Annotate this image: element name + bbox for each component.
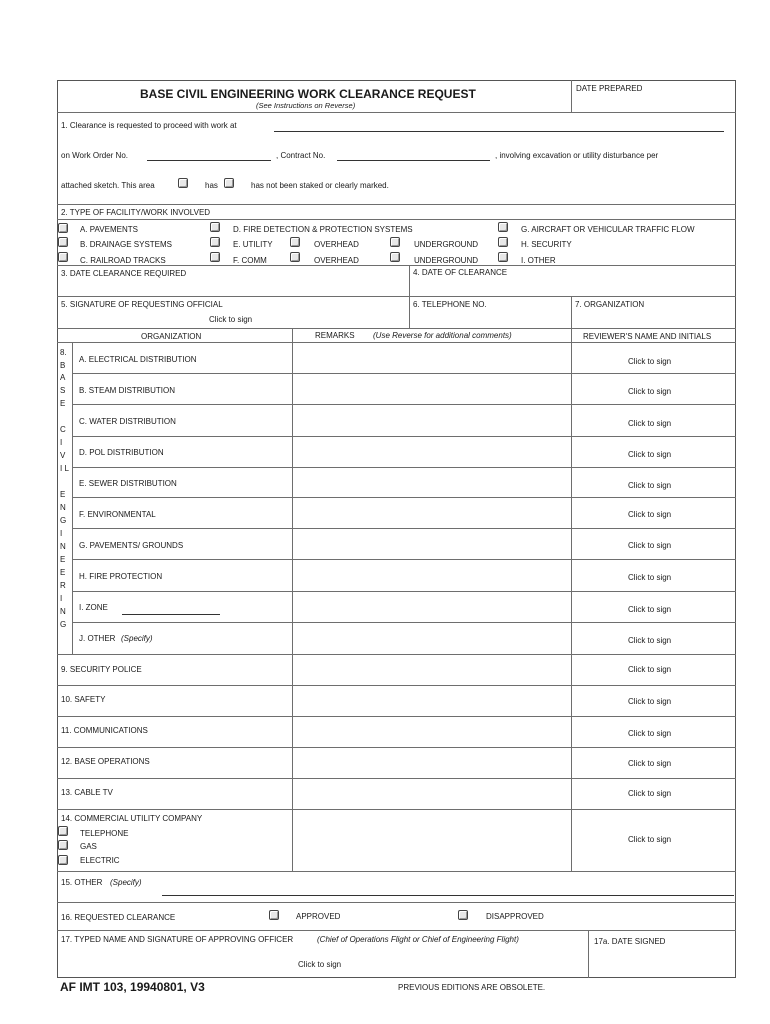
pavements-grounds-sign[interactable]: Click to sign	[628, 541, 672, 550]
row-rule	[72, 467, 736, 468]
row-rule	[72, 436, 736, 437]
security-checkbox[interactable]	[498, 237, 508, 247]
item2-label-rule	[57, 219, 736, 220]
base-operations-sign[interactable]: Click to sign	[628, 759, 672, 768]
cable-tv-label: 13. CABLE TV	[61, 788, 113, 797]
security-label: H. SECURITY	[521, 240, 572, 249]
approving-officer-sign[interactable]: Click to sign	[298, 960, 342, 969]
item16-bottom-rule	[57, 930, 736, 931]
item2-label: 2. TYPE OF FACILITY/WORK INVOLVED	[61, 208, 211, 217]
row-environmental-label: F. ENVIRONMENTAL	[79, 510, 156, 519]
item8-vert-char: E	[60, 568, 66, 577]
remarks-col-divider	[292, 328, 293, 655]
row-electrical-label: A. ELECTRICAL DISTRIBUTION	[79, 355, 197, 364]
area-staked-checkbox[interactable]	[178, 178, 188, 188]
item8-vert-char: E	[60, 399, 66, 408]
reviewer-col-divider-14	[571, 809, 572, 871]
approved-checkbox[interactable]	[269, 910, 279, 920]
other-facility-checkbox[interactable]	[498, 252, 508, 262]
utility-underground-checkbox[interactable]	[390, 237, 400, 247]
date-required-label: 3. DATE CLEARANCE REQUIRED	[61, 269, 187, 278]
aircraft-traffic-checkbox[interactable]	[498, 222, 508, 232]
steam-sign[interactable]: Click to sign	[628, 387, 672, 396]
item8-vert-char: I	[60, 594, 63, 603]
item8-vertical-divider	[72, 342, 73, 655]
work-order-field[interactable]	[147, 160, 271, 161]
utility-overhead-label: OVERHEAD	[314, 240, 359, 249]
work-order-label: on Work Order No.	[61, 151, 128, 160]
item5-bottom-rule	[57, 328, 736, 329]
table-head-remarks: REMARKS	[315, 331, 355, 340]
item8-vert-char: N	[60, 607, 66, 616]
security-police-sign[interactable]: Click to sign	[628, 665, 672, 674]
header-bottom-rule	[57, 112, 736, 113]
date-signed-label: 17a. DATE SIGNED	[594, 937, 666, 946]
other-label: 15. OTHER	[61, 878, 103, 887]
row-rule	[72, 559, 736, 560]
row-rule	[72, 404, 736, 405]
utility-underground-label: UNDERGROUND	[414, 240, 478, 249]
railroad-checkbox[interactable]	[58, 252, 68, 262]
comm-label: F. COMM	[233, 256, 267, 265]
row-rule	[72, 591, 736, 592]
row-zone-label: I. ZONE	[79, 603, 108, 612]
other-facility-label: I. OTHER	[521, 256, 556, 265]
reviewer-col-divider	[571, 328, 572, 655]
staked-text: has not been staked or clearly marked.	[251, 181, 389, 190]
other-org-sign[interactable]: Click to sign	[628, 636, 672, 645]
requested-clearance-label: 16. REQUESTED CLEARANCE	[61, 913, 176, 922]
work-location-field[interactable]	[274, 131, 724, 132]
telephone-option: TELEPHONE	[80, 829, 129, 838]
header-divider	[571, 80, 572, 112]
row-steam-label: B. STEAM DISTRIBUTION	[79, 386, 176, 395]
item6-divider	[571, 296, 572, 328]
water-sign[interactable]: Click to sign	[628, 419, 672, 428]
disapproved-label: DISAPPROVED	[486, 912, 544, 921]
drainage-checkbox[interactable]	[58, 237, 68, 247]
communications-sign[interactable]: Click to sign	[628, 729, 672, 738]
fire-detection-checkbox[interactable]	[210, 222, 220, 232]
item3-bottom-rule	[57, 296, 736, 297]
row-water-label: C. WATER DISTRIBUTION	[79, 417, 176, 426]
item8-vert-char: G	[60, 516, 67, 525]
requesting-official-sign[interactable]: Click to sign	[209, 315, 253, 324]
date-prepared-label: DATE PREPARED	[576, 84, 643, 93]
item8-vert-char: E	[60, 555, 66, 564]
item3-divider	[409, 265, 410, 296]
item8-vert-char: 8.	[60, 348, 67, 357]
pavements-checkbox[interactable]	[58, 223, 68, 233]
item8-vert-char: I L	[60, 464, 69, 473]
item8-vert-char: C	[60, 425, 66, 434]
row-rule	[57, 809, 736, 810]
comm-overhead-checkbox[interactable]	[290, 252, 300, 262]
zone-field[interactable]	[122, 614, 220, 615]
row-rule	[57, 747, 736, 748]
item8-bottom-rule	[57, 654, 736, 655]
comm-underground-checkbox[interactable]	[390, 252, 400, 262]
approved-label: APPROVED	[296, 912, 341, 921]
other-field[interactable]	[162, 895, 734, 896]
security-police-label: 9. SECURITY POLICE	[61, 665, 142, 674]
item1-intro: 1. Clearance is requested to proceed with work at	[61, 121, 237, 130]
contract-field[interactable]	[337, 160, 490, 161]
approving-officer-note: (Chief of Operations Flight or Chief of Engineering Flight)	[317, 935, 519, 944]
commercial-utility-sign[interactable]: Click to sign	[628, 835, 672, 844]
safety-label: 10. SAFETY	[61, 695, 106, 704]
form-title: BASE CIVIL ENGINEERING WORK CLEARANCE REQUEST	[140, 87, 476, 101]
item8-vert-char: N	[60, 542, 66, 551]
electrical-sign[interactable]: Click to sign	[628, 357, 672, 366]
base-operations-label: 12. BASE OPERATIONS	[61, 757, 150, 766]
row-rule	[57, 778, 736, 779]
other-specify: (Specify)	[110, 878, 142, 887]
item17-divider	[588, 930, 589, 978]
requesting-signature-label: 5. SIGNATURE OF REQUESTING OFFICIAL	[61, 300, 223, 309]
disapproved-checkbox[interactable]	[458, 910, 468, 920]
railroad-label: C. RAILROAD TRACKS	[80, 256, 166, 265]
table-head-reviewer: REVIEWER'S NAME AND INITIALS	[583, 332, 712, 341]
sketch-text: attached sketch. This area	[61, 181, 155, 190]
row-rule	[72, 622, 736, 623]
utility-label: E. UTILITY	[233, 240, 273, 249]
communications-label: 11. COMMUNICATIONS	[61, 726, 148, 735]
item8-vert-char: A	[60, 373, 66, 382]
organization-label: 7. ORGANIZATION	[575, 300, 645, 309]
item5-divider	[409, 296, 410, 328]
comm-overhead-label: OVERHEAD	[314, 256, 359, 265]
environmental-sign[interactable]: Click to sign	[628, 510, 672, 519]
gas-option: GAS	[80, 842, 97, 851]
safety-sign[interactable]: Click to sign	[628, 697, 672, 706]
gas-checkbox[interactable]	[58, 840, 68, 850]
table-head-rule	[57, 342, 736, 343]
row-rule	[72, 373, 736, 374]
item1-bottom-rule	[57, 204, 736, 205]
item8-vert-char: B	[60, 361, 66, 370]
pavements-label: A. PAVEMENTS	[80, 225, 138, 234]
telephone-checkbox[interactable]	[58, 826, 68, 836]
form-code: AF IMT 103, 19940801, V3	[60, 980, 205, 994]
comm-underground-label: UNDERGROUND	[414, 256, 478, 265]
item14-bottom-rule	[57, 871, 736, 872]
row-rule	[57, 685, 736, 686]
comm-checkbox[interactable]	[210, 252, 220, 262]
utility-checkbox[interactable]	[210, 237, 220, 247]
pol-sign[interactable]: Click to sign	[628, 450, 672, 459]
row-pavements-grounds-label: G. PAVEMENTS/ GROUNDS	[79, 541, 184, 550]
contract-label: , Contract No.	[276, 151, 326, 160]
sewer-sign[interactable]: Click to sign	[628, 481, 672, 490]
remarks-col-divider-14	[292, 809, 293, 871]
excavation-text: , involving excavation or utility disturbance per	[495, 151, 659, 160]
item8-vert-char: G	[60, 620, 67, 629]
electric-option: ELECTRIC	[80, 856, 120, 865]
fire-detection-label: D. FIRE DETECTION & PROTECTION SYSTEMS	[233, 225, 413, 234]
item8-vert-char: V	[60, 451, 66, 460]
row-rule	[72, 528, 736, 529]
obsolete-note: PREVIOUS EDITIONS ARE OBSOLETE.	[398, 983, 546, 992]
item15-bottom-rule	[57, 902, 736, 903]
electric-checkbox[interactable]	[58, 855, 68, 865]
form-subtitle: (See Instructions on Reverse)	[256, 101, 356, 110]
row-rule	[72, 497, 736, 498]
zone-sign[interactable]: Click to sign	[628, 605, 672, 614]
date-of-clearance-label: 4. DATE OF CLEARANCE	[413, 268, 508, 277]
item8-vert-char: E	[60, 490, 66, 499]
drainage-label: B. DRAINAGE SYSTEMS	[80, 240, 173, 249]
item8-vert-char: I	[60, 529, 63, 538]
area-not-staked-checkbox[interactable]	[224, 178, 234, 188]
table-head-organization: ORGANIZATION	[141, 332, 202, 341]
row-rule	[57, 716, 736, 717]
row-sewer-label: E. SEWER DISTRIBUTION	[79, 479, 177, 488]
row-other-label: J. OTHER	[79, 634, 116, 643]
utility-overhead-checkbox[interactable]	[290, 237, 300, 247]
approving-officer-label: 17. TYPED NAME AND SIGNATURE OF APPROVING OFFICER	[61, 935, 294, 944]
has-text: has	[205, 181, 218, 190]
item8-vert-char: I	[60, 438, 63, 447]
fire-protection-sign[interactable]: Click to sign	[628, 573, 672, 582]
row-pol-label: D. POL DISTRIBUTION	[79, 448, 164, 457]
item8-vert-char: N	[60, 503, 66, 512]
cable-tv-sign[interactable]: Click to sign	[628, 789, 672, 798]
row-other-specify: (Specify)	[121, 634, 153, 643]
item8-vert-char: S	[60, 386, 66, 395]
commercial-utility-label: 14. COMMERCIAL UTILITY COMPANY	[61, 814, 203, 823]
table-head-remarks-note: (Use Reverse for additional comments)	[373, 331, 512, 340]
item2-bottom-rule	[57, 265, 736, 266]
telephone-label: 6. TELEPHONE NO.	[413, 300, 487, 309]
aircraft-traffic-label: G. AIRCRAFT OR VEHICULAR TRAFFIC FLOW	[521, 225, 695, 234]
item8-vert-char: R	[60, 581, 66, 590]
reviewer-col-divider-lower	[571, 655, 572, 810]
row-fire-protection-label: H. FIRE PROTECTION	[79, 572, 163, 581]
remarks-col-divider-lower	[292, 655, 293, 810]
